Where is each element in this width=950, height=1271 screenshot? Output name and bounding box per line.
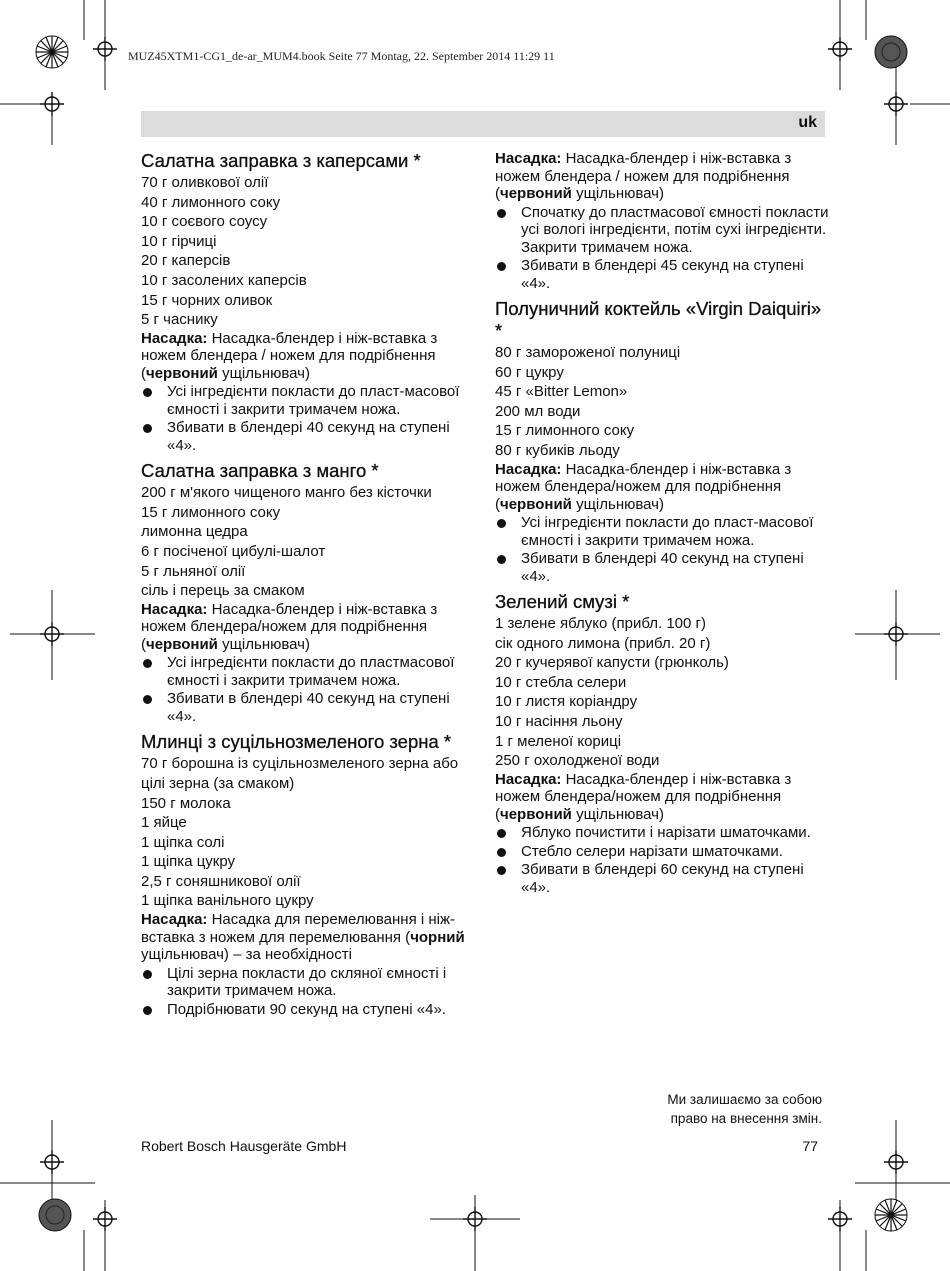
ingredient: 15 г лимонного соку <box>141 503 281 521</box>
ingredient: 70 г борошна із суцільнозмеленого зерна або цілі зерна (за смаком) <box>141 755 459 792</box>
step-text: Стебло селери нарізати шматочками. <box>521 842 783 860</box>
attachment-info: Насадка: Насадка-блендер і ніж-вставка з ножем блендера/ножем для подрібнення (червоний ущільнювач) <box>495 770 792 823</box>
attachment-text: Насадка-блендер і ніж-вставка з ножем блендера / ножем для подрібнення <box>495 150 792 185</box>
bullet-icon <box>497 555 506 564</box>
step-item <box>141 654 476 689</box>
ingredient: 200 г м'якого чищеного манго без кісточки <box>141 484 432 502</box>
attachment-text: Насадка-блендер і ніж-вставка з ножем блендера/ножем для подрібнення <box>141 600 438 636</box>
ingredient: 250 г охолодженої води <box>495 752 660 770</box>
attachment-label: Насадка: <box>141 600 208 618</box>
step-item <box>141 383 476 418</box>
ingredient: 20 г каперсів <box>141 252 231 270</box>
step-list <box>141 654 476 725</box>
seal-color: червоний <box>500 495 572 513</box>
ingredient: 150 г молока <box>141 794 231 812</box>
seal-word: ущільнювач) <box>576 185 664 202</box>
step-text: Збивати в блендері 60 секунд на ступені «4». <box>521 861 804 896</box>
ingredient: 80 г замороженої полуниці <box>495 344 681 361</box>
recipe <box>141 725 476 1018</box>
seal-word: ущільнювач) <box>576 495 664 513</box>
ingredient: 1 яйце <box>141 814 187 832</box>
bullet-icon <box>143 970 152 979</box>
step-item <box>141 690 476 725</box>
ingredient: 2,5 г соняшникової олії <box>141 872 301 890</box>
ingredient: 20 г кучерявої капусти (грюнколь) <box>495 654 729 672</box>
ingredient-list <box>495 614 830 771</box>
step-item <box>495 514 830 549</box>
recipe-title: Салатна заправка з манго * <box>141 460 379 482</box>
ingredient: 40 г лимонного соку <box>141 193 281 211</box>
ingredient: 1 щіпка ванільного цукру <box>141 892 314 910</box>
left-column <box>141 150 476 1018</box>
step-item <box>495 204 830 257</box>
ingredient: 80 г кубиків льоду <box>495 441 620 459</box>
ingredient-list <box>141 754 476 911</box>
ingredient-list <box>495 343 830 461</box>
ingredient: лимонна цедра <box>141 523 248 541</box>
bullet-icon <box>497 262 506 271</box>
step-list <box>141 965 476 1019</box>
ingredient: 10 г соєвого соусу <box>141 213 268 231</box>
attachment-label: Насадка: <box>495 150 562 167</box>
reserve-note <box>667 1090 822 1128</box>
step-list <box>495 204 830 293</box>
attachment-info: Насадка: Насадка-блендер і ніж-вставка з ножем блендера / ножем для подрібнення (червоний ущільнювач) <box>495 150 792 202</box>
ingredient: 15 г чорних оливок <box>141 291 273 309</box>
attachment-label: Насадка: <box>141 911 208 929</box>
footer-company: Robert Bosch Hausgeräte GmbH <box>141 1138 347 1154</box>
ingredient: 1 зелене яблуко (прибл. 100 г) <box>495 615 706 633</box>
seal-color: червоний <box>146 635 218 653</box>
step-item <box>495 824 830 842</box>
seal-color: червоний <box>500 805 572 823</box>
step-item <box>495 257 830 292</box>
attachment-info: Насадка: Насадка-блендер і ніж-вставка з ножем блендера/ножем для подрібнення (червоний ущільнювач) <box>141 600 438 653</box>
ingredient: 10 г стебла селери <box>495 673 627 691</box>
step-text: Збивати в блендері 40 секунд на ступені «4». <box>167 690 450 725</box>
ingredient: 10 г листя коріандру <box>495 693 638 711</box>
step-list <box>495 824 830 896</box>
ingredient: сік одного лимона (прибл. 20 г) <box>495 634 711 652</box>
ingredient: 10 г засолених каперсів <box>141 271 307 289</box>
recipe <box>495 585 830 896</box>
step-text: Спочатку до пластмасової ємності покласти усі вологі інгредієнти, потім сухі інгредієнти. Закрити тримачем ножа. <box>521 203 829 256</box>
ingredient: 10 г гірчиці <box>141 232 217 250</box>
step-item <box>141 419 476 454</box>
ingredient: 6 г посіченої цибулі-шалот <box>141 543 326 561</box>
step-text: Збивати в блендері 40 секунд на ступені «4». <box>167 419 450 454</box>
ingredient: 200 мл води <box>495 402 581 420</box>
attachment-info: Насадка: Насадка-блендер і ніж-вставка з ножем блендера/ножем для подрібнення (червоний ущільнювач) <box>495 460 792 513</box>
recipe-title: Зелений смузі * <box>495 591 630 613</box>
bullet-icon <box>497 519 506 528</box>
step-text: Усі інгредієнти покласти до пласт-масової ємності і закрити тримачем ножа. <box>521 514 814 549</box>
step-text: Усі інгредієнти покласти до пласт-масової ємності і закрити тримачем ножа. <box>167 383 460 418</box>
bullet-icon <box>143 659 152 668</box>
recipe-title: Полуничний коктейль «Virgin Daiquiri» * <box>495 298 822 341</box>
language-bar <box>141 111 825 137</box>
attachment-info: Насадка: Насадка для перемелювання і ніж-вставка з ножем для перемелювання (чорний ущільнювач) – за необхідності <box>141 911 465 964</box>
reserve-note-line: Ми залишаємо за собою <box>667 1092 822 1107</box>
ingredient: 10 г насіння льону <box>495 713 623 731</box>
ingredient: 60 г цукру <box>495 363 564 381</box>
attachment-text: Насадка-блендер і ніж-вставка з ножем блендера/ножем для подрібнення <box>495 460 792 496</box>
step-text: Подрібнювати 90 секунд на ступені «4». <box>167 1000 446 1018</box>
step-list <box>141 383 476 454</box>
step-list <box>495 514 830 585</box>
recipe <box>495 292 830 585</box>
ingredient-list <box>141 173 476 330</box>
step-item <box>141 1001 476 1019</box>
bullet-icon <box>143 695 152 704</box>
attachment-text: Насадка-блендер і ніж-вставка з ножем блендера/ножем для подрібнення <box>495 770 792 806</box>
bullet-icon <box>143 424 152 433</box>
attachment-info: Насадка: Насадка-блендер і ніж-вставка з ножем блендера / ножем для подрібнення (червоний ущільнювач) <box>141 329 438 382</box>
right-column <box>495 150 830 896</box>
recipe <box>495 150 830 292</box>
seal-word: ущільнювач) <box>222 635 310 653</box>
attachment-label: Насадка: <box>495 460 562 478</box>
recipe <box>141 454 476 725</box>
bullet-icon <box>497 829 506 838</box>
step-text: Збивати в блендері 45 секунд на ступені «4». <box>521 257 804 292</box>
seal-color: червоний <box>146 364 218 382</box>
reserve-note-line: право на внесення змін. <box>670 1111 822 1126</box>
bullet-icon <box>143 388 152 397</box>
seal-word: ущільнювач) <box>576 805 664 823</box>
ingredient: 1 щіпка солі <box>141 833 225 851</box>
recipe-title: Салатна заправка з каперсами * <box>141 150 421 171</box>
attachment-text: Насадка для перемелювання і ніж-вставка з ножем для перемелювання <box>141 911 456 946</box>
ingredient: 1 щіпка цукру <box>141 853 236 871</box>
recipe <box>141 150 476 454</box>
ingredient: сіль і перець за смаком <box>141 582 305 600</box>
ingredient: 5 г льняної олії <box>141 562 246 580</box>
bullet-icon <box>497 209 506 218</box>
ingredient: 70 г оливкової олії <box>141 174 269 191</box>
step-text: Усі інгредієнти покласти до пластмасової ємності і закрити тримачем ножа. <box>167 654 455 689</box>
ingredient: 1 г меленої кориці <box>495 732 622 750</box>
print-header: MUZ45XTM1-CG1_de-ar_MUM4.book Seite 77 Montag, 22. September 2014 11:29 11 <box>128 49 555 63</box>
attachment-label: Насадка: <box>495 770 562 788</box>
step-text: Яблуко почистити і нарізати шматочками. <box>521 824 811 842</box>
step-text: Цілі зерна покласти до скляної ємності і закрити тримачем ножа. <box>167 964 447 1000</box>
step-text: Збивати в блендері 40 секунд на ступені «4». <box>521 550 804 585</box>
attachment-label: Насадка: <box>141 329 208 347</box>
ingredient: 5 г часнику <box>141 311 218 329</box>
seal-color: червоний <box>500 185 572 202</box>
bullet-icon <box>497 866 506 875</box>
bullet-icon <box>143 1006 152 1015</box>
ingredient: 15 г лимонного соку <box>495 422 635 440</box>
step-item <box>495 861 830 896</box>
step-item <box>495 550 830 585</box>
seal-word: ущільнювач) <box>141 946 229 964</box>
attachment-text: Насадка-блендер і ніж-вставка з ножем блендера / ножем для подрібнення <box>141 329 438 365</box>
seal-color: чорний <box>410 928 465 946</box>
seal-word: ущільнювач) <box>222 364 310 382</box>
step-item <box>495 843 830 861</box>
ingredient: 45 г «Bitter Lemon» <box>495 383 628 401</box>
seal-extra: – за необхідності <box>228 946 352 964</box>
bullet-icon <box>497 848 506 857</box>
page-number: 77 <box>802 1138 818 1154</box>
step-item <box>141 965 476 1000</box>
language-code: uk <box>798 114 817 131</box>
recipe-title: Млинці з суцільнозмеленого зерна * <box>141 731 452 753</box>
ingredient-list <box>141 483 476 601</box>
